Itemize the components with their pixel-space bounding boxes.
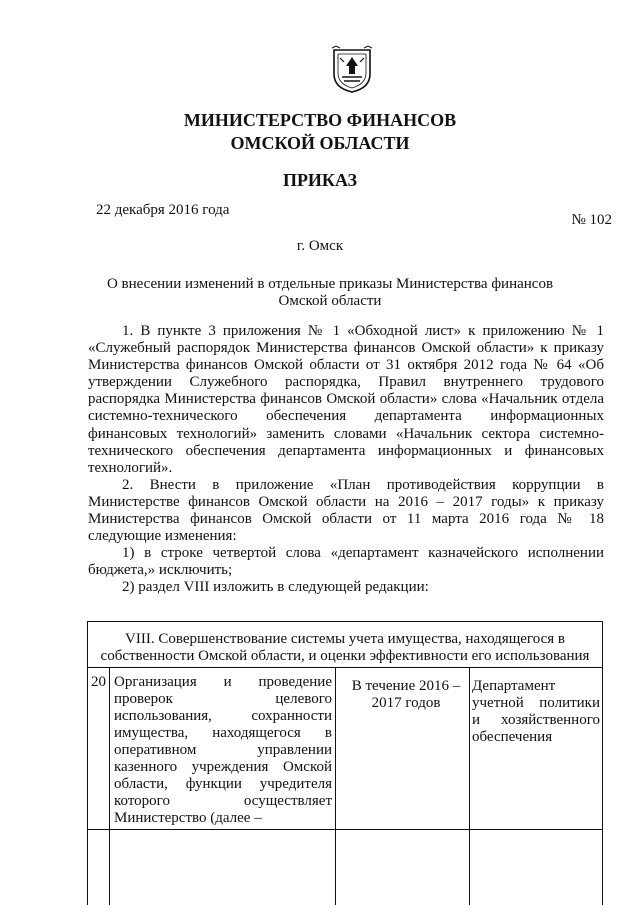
order-body <box>88 323 604 597</box>
order-number: № 102 <box>571 212 612 228</box>
table-row-action: Организация и проведение проверок целевого использования, сохранности имущества, находящегося в оперативном управлении казенного учреждения Омской области, функции учредителя которого осуществляет Министерство (далее – <box>114 674 332 826</box>
table-row-term: В течение 2016 – 2017 годов <box>351 678 461 711</box>
coat-of-arms-icon <box>330 44 374 94</box>
order-date: 22 декабря 2016 года <box>96 202 230 218</box>
order-subject <box>100 276 560 310</box>
table-row-bottom-border <box>88 829 602 830</box>
ministry-name-line1: МИНИСТЕРСТВО ФИНАНСОВ <box>183 110 457 130</box>
paragraph-2: 2. Внести в приложение «План противодействия коррупции в Министерстве финансов Омской области на 2016 – 2017 годы» к приказу Министерства финансов Омской области от 11 марта 2016 года № 18 следующие изменения: <box>88 476 604 545</box>
plan-table <box>87 621 603 905</box>
document-type-title: ПРИКАЗ <box>282 170 358 190</box>
table-column-divider <box>335 668 336 905</box>
paragraph-4: 2) раздел VIII изложить в следующей редакции: <box>122 579 429 596</box>
subject-line1: О внесении изменений в отдельные приказы Министерства финансов <box>106 276 554 292</box>
city-name: г. Омск <box>296 238 344 254</box>
table-column-divider <box>109 668 110 905</box>
subject-line2: Омской области <box>278 293 382 309</box>
table-row-responsible: Департамент учетной политики и хозяйственного обеспечения <box>472 678 600 745</box>
paragraph-3: 1) в строке четвертой слова «департамент казначейского исполнении бюджета,» исключить; <box>88 545 604 579</box>
table-row-number: 20 <box>91 674 106 690</box>
table-section-title: VIII. Совершенствование системы учета имущества, находящегося в собственности Омской области, и оценки эффективности его использования <box>88 622 602 668</box>
paragraph-1: 1. В пункте 3 приложения № 1 «Обходной лист» к приложению № 1 «Служебный распорядок Министерства финансов Омской области» к приказу Министерства финансов Омской области от 31 октября 2012 года № 64 «Об утверждении Служебного распорядка, Правил внутреннего трудового распорядка Министерства финансов Омской области» слова «Начальник отдела системно-технического обеспечения департамента информационных финансовых технологий» заменить словами «Начальник сектора системно-технического обеспечения департамента информационных и финансовых технологий». <box>88 323 604 476</box>
ministry-name-line2: ОМСКОЙ ОБЛАСТИ <box>230 133 410 153</box>
